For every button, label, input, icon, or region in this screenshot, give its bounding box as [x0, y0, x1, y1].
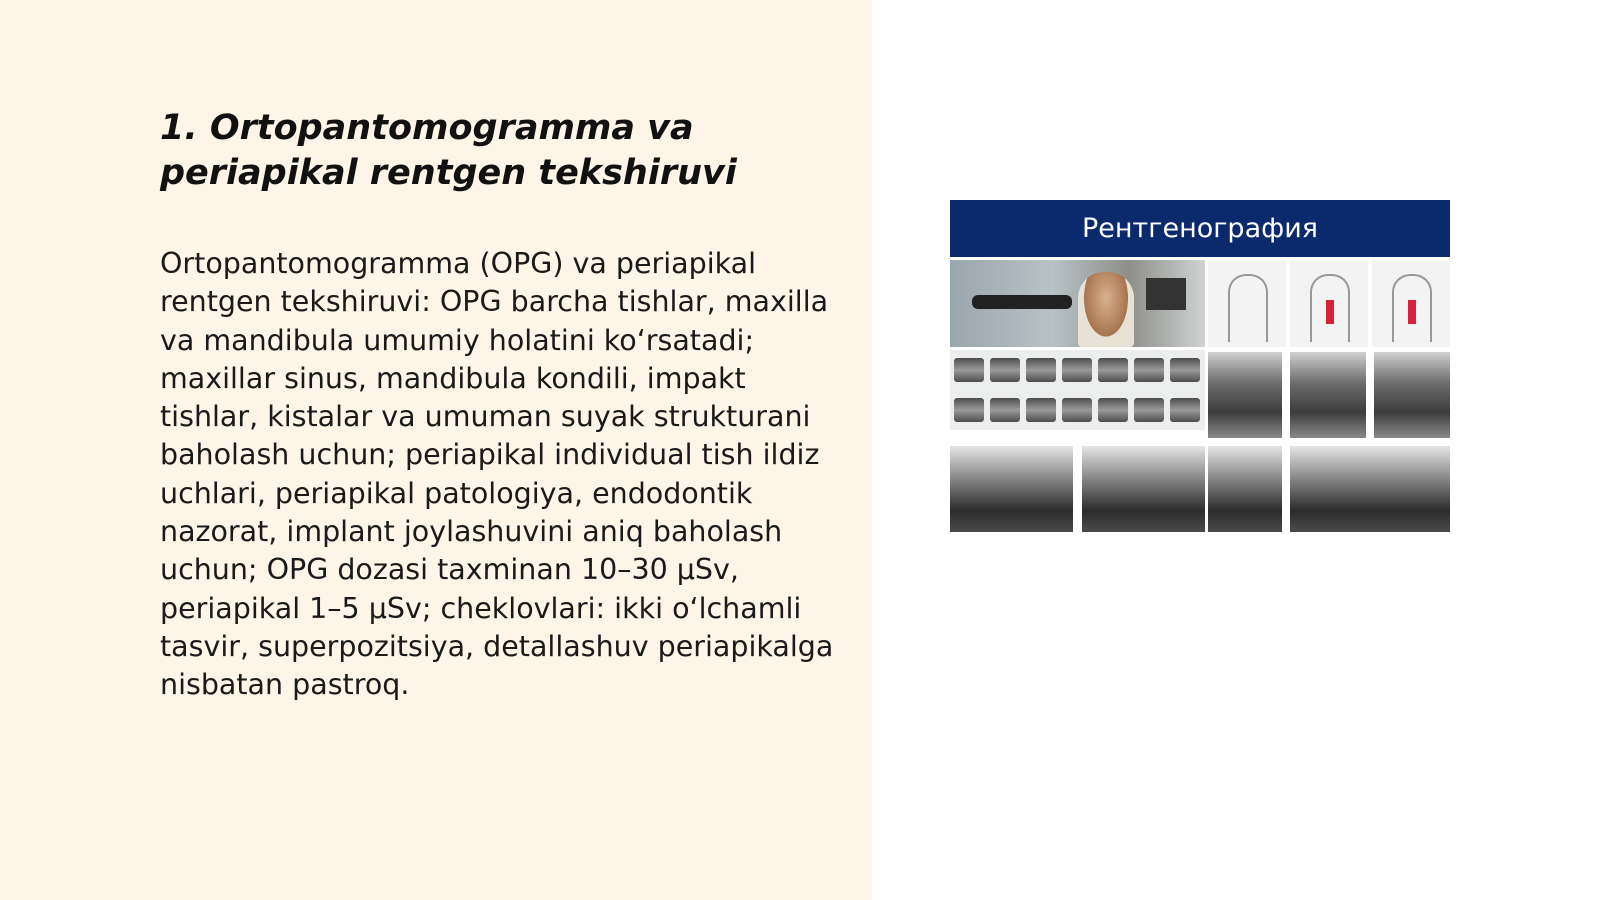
- xray-tile: [950, 446, 1073, 532]
- xray-tile: [1208, 446, 1282, 532]
- tooth-diagram-tile: [1290, 260, 1368, 347]
- tooth-diagram-tile: [1208, 260, 1286, 347]
- image-header-caption: Рентгенография: [950, 200, 1450, 257]
- xray-tile: [1290, 352, 1366, 438]
- xray-head-illustration: [1146, 278, 1186, 310]
- slide-body-text: Ortopantomogramma (OPG) va periapikal rentgen tekshiruvi: OPG barcha tishlar, maxilla va mandibula umumiy holatini ko‘rsatadi; maxillar sinus, mandibula kondili, impakt tishlar, kistalar va umuman suyak strukturani baholash uchun; periapikal individual tish ildiz uchlari, periapikal patologiya, endodontik nazorat, implant joylashuvini aniq baholash uchun; OPG dozasi taxminan 10–30 μSv, periapikal 1–5 μSv; cheklovlari: ikki o‘lchamli tasvir, superpozitsiya, detallashuv periapikalga nisbatan pastroq.: [160, 247, 834, 702]
- periapical-film-series-top: [950, 350, 1205, 390]
- xray-tile: [1082, 446, 1205, 532]
- patient-xray-photo: [950, 260, 1205, 347]
- xray-tube-illustration: [972, 295, 1072, 309]
- patient-figure-illustration: [1078, 272, 1134, 347]
- radiography-collage-image: [950, 200, 1450, 532]
- periapical-film-series-bottom: [950, 390, 1205, 430]
- tooth-diagram-tile: [1372, 260, 1450, 347]
- xray-tile: [1290, 446, 1450, 532]
- xray-tile: [1374, 352, 1450, 438]
- xray-tile: [1208, 352, 1282, 438]
- slide-title: 1. Ortopantomogramma va periapikal rentgen tekshiruvi: [160, 108, 737, 193]
